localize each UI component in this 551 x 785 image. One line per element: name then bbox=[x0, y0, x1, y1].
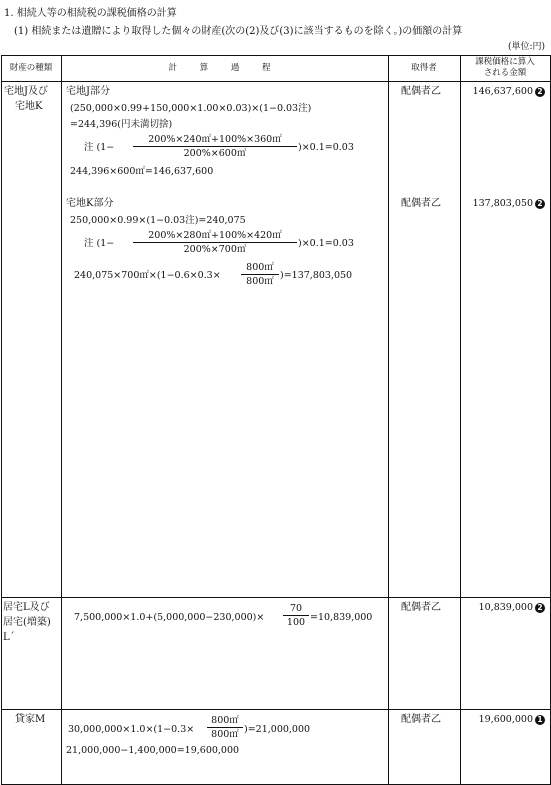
amount-value: 19,600,000 bbox=[478, 714, 533, 725]
residence-acquirer: 配偶者乙 bbox=[401, 602, 441, 613]
fraction-numerator: 200%×240㎡+100%×360㎡ bbox=[133, 134, 297, 147]
property-type-line2: 宅地K bbox=[15, 101, 43, 112]
rental-calc-prefix: 30,000,000×1.0×(1−0.3× bbox=[68, 724, 195, 735]
land-j-note-suffix: )×0.1=0.03 bbox=[298, 142, 354, 153]
circled-number-badge: 2 bbox=[535, 603, 545, 613]
rental-acquirer: 配偶者乙 bbox=[401, 714, 441, 725]
land-k-calc-line1: 250,000×0.99×(1−0.03注)=240,075 bbox=[70, 215, 246, 226]
residence-amount bbox=[479, 602, 545, 613]
amount-value: 137,803,050 bbox=[472, 198, 533, 209]
circled-number-badge: 2 bbox=[535, 199, 545, 209]
circled-number-badge: 2 bbox=[535, 87, 545, 97]
rental-calc-suffix: )=21,000,000 bbox=[244, 724, 311, 735]
land-j-title: 宅地J部分 bbox=[66, 86, 111, 97]
document-heading: 1. 相続人等の相続税の課税価格の計算 bbox=[4, 8, 177, 19]
residence-calc-prefix: 7,500,000×1.0+(5,000,000−230,000)× bbox=[74, 612, 265, 623]
land-j-calc-line1: (250,000×0.99+150,000×1.00×0.03)×(1−0.03注) bbox=[70, 103, 312, 114]
fraction-numerator: 200%×280㎡+100%×420㎡ bbox=[133, 230, 297, 243]
land-j-note-prefix: 注 (1− bbox=[84, 142, 115, 153]
property-type-line1: 貸家M bbox=[15, 714, 46, 725]
fraction-denominator: 200%×700㎡ bbox=[183, 244, 247, 256]
land-k-area-fraction bbox=[241, 262, 279, 288]
header-property-type: 財産の種類 bbox=[9, 63, 53, 73]
property-type-line2: 居宅(増築) bbox=[3, 617, 51, 628]
residence-ratio-fraction bbox=[283, 603, 309, 629]
document-subheading: (1) 相続または遺贈により取得した個々の財産(次の(2)及び(3)に該当するものを除く。)の価額の計算 bbox=[14, 26, 463, 37]
fraction-denominator: 100 bbox=[286, 617, 306, 629]
fraction-denominator: 800㎡ bbox=[211, 729, 239, 741]
fraction-numerator: 70 bbox=[283, 603, 309, 616]
fraction-numerator: 800㎡ bbox=[207, 715, 243, 728]
header-amount-line2: される金額 bbox=[483, 68, 527, 78]
land-j-calc-line2: =244,396(円未満切捨) bbox=[70, 119, 173, 130]
amount-value: 10,839,000 bbox=[478, 602, 533, 613]
unit-label: (単位:円) bbox=[507, 42, 545, 52]
property-type-line3: L´ bbox=[3, 632, 15, 643]
land-k-calc-line2-suffix: )=137,803,050 bbox=[280, 270, 353, 281]
land-k-amount bbox=[473, 198, 545, 209]
land-k-calc-line2-prefix: 240,075×700㎡×(1−0.6×0.3× bbox=[74, 270, 221, 281]
land-k-acquirer: 配偶者乙 bbox=[401, 198, 441, 209]
fraction-denominator: 200%×600㎡ bbox=[183, 148, 247, 160]
rental-amount bbox=[479, 714, 545, 725]
header-amount-line1: 課税価格に算入 bbox=[475, 57, 535, 67]
rental-calc-line2: 21,000,000−1,400,000=19,600,000 bbox=[66, 745, 240, 756]
property-type-line1: 宅地J及び bbox=[4, 86, 49, 97]
rental-area-fraction bbox=[207, 715, 243, 741]
land-k-title: 宅地K部分 bbox=[66, 198, 114, 209]
property-type-line1: 居宅L及び bbox=[3, 602, 50, 613]
amount-value: 146,637,600 bbox=[472, 86, 533, 97]
land-j-amount bbox=[473, 86, 545, 97]
fraction-numerator: 800㎡ bbox=[241, 262, 279, 275]
circled-number-badge: 1 bbox=[535, 715, 545, 725]
land-j-note-fraction bbox=[133, 134, 297, 160]
land-k-note-suffix: )×0.1=0.03 bbox=[298, 238, 354, 249]
land-k-note-prefix: 注 (1− bbox=[84, 238, 115, 249]
header-calculation: 計 算 過 程 bbox=[168, 63, 281, 73]
land-k-note-fraction bbox=[133, 230, 297, 256]
land-j-calc-line3: 244,396×600㎡=146,637,600 bbox=[70, 166, 214, 177]
fraction-denominator: 800㎡ bbox=[246, 276, 274, 288]
header-acquirer: 取得者 bbox=[411, 63, 437, 73]
land-j-acquirer: 配偶者乙 bbox=[401, 86, 441, 97]
residence-calc-suffix: =10,839,000 bbox=[310, 612, 373, 623]
